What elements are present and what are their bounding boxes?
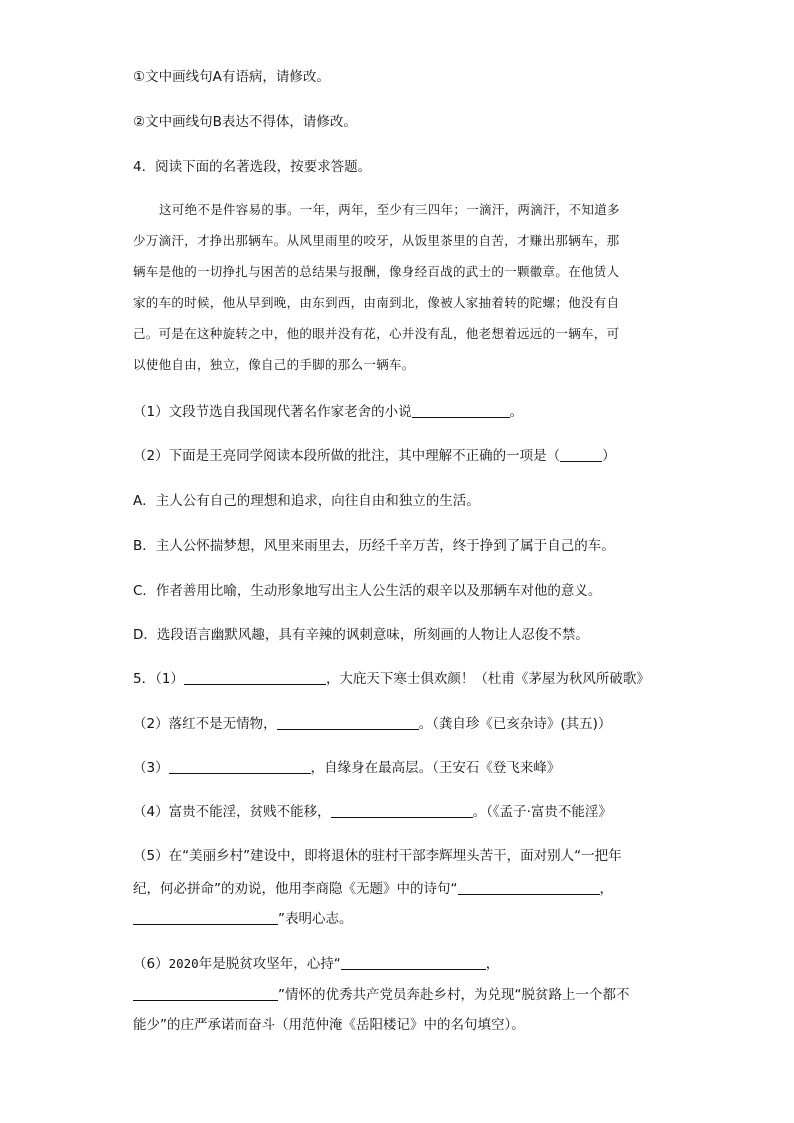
- passage-line: 家的车的时候，他从早到晚，由东到西，由南到北，像被人家抽着转的陀螺；他没有自: [133, 295, 620, 310]
- passage-line: 这可绝不是件容易的事。一年，两年，至少有三四年；一滴汗，两滴汗，不知道多: [159, 202, 620, 217]
- passage-line: 少万滴汗，才挣出那辆车。从风里雨里的咬牙，从饭里茶里的自苦，才赚出那辆车，那: [133, 233, 620, 248]
- answer-blank[interactable]: [133, 910, 278, 925]
- q4-sub2: （2）下面是王亮同学阅读本段所做的批注，其中理解不正确的一项是（ ）: [133, 448, 616, 464]
- option-c: C．作者善用比喻，生动形象地写出主人公生活的艰辛以及那辆车对他的意义。: [133, 583, 602, 599]
- answer-blank[interactable]: [277, 715, 419, 730]
- q5-item-1: 5．（1） ，大庇天下寒士俱欢颜！（杜甫《茅屋为秋风所破歌》: [133, 671, 650, 687]
- q4-sub1-text: （1）文段节选自我国现代著名作家老舍的小说: [133, 404, 412, 420]
- answer-blank[interactable]: [458, 880, 600, 895]
- q5-item-5-line2: 纪，何必拼命”的劝说，他用李商隐《无题》中的诗句“ ，: [133, 881, 613, 897]
- passage-line: 以使他自由，独立，像自己的手脚的那么一辆车。: [133, 357, 415, 372]
- passage-line: 辆车是他的一切挣扎与困苦的总结果与报酬，像身经百战的武士的一颗徽章。在他赁人: [133, 264, 620, 279]
- answer-blank[interactable]: [184, 670, 326, 685]
- answer-blank[interactable]: [133, 986, 278, 1001]
- q5-item-2: （2）落红不是无情物， 。（龚自珍《已亥杂诗》(其五)）: [133, 716, 612, 732]
- q5-item-5-line3: ”表明心志。: [133, 910, 353, 928]
- answer-blank[interactable]: [169, 759, 311, 774]
- option-b: B．主人公怀揣梦想，风里来雨里去，历经千辛万苦，终于挣到了属于自己的车。: [133, 538, 615, 554]
- q3-item-1: ①文中画线句A有语病，请修改。: [133, 69, 330, 85]
- q5-item-3: （3） ，自缘身在最高层。（王安石《登飞来峰》: [133, 760, 561, 776]
- q5-item-4: （4）富贵不能淫，贫贱不能移， 。（《孟子·富贵不能淫》: [133, 804, 612, 820]
- option-a: A．主人公有自己的理想和追求，向往自由和独立的生活。: [133, 493, 480, 509]
- answer-blank[interactable]: [341, 955, 486, 970]
- passage-line: 己。可是在这种旋转之中，他的眼并没有花，心并没有乱，他老想着远远的一辆车，可: [133, 326, 620, 341]
- q5-item-6-line2: ”情怀的优秀共产党员奔赴乡村，为兑现“脱贫路上一个都不: [133, 986, 630, 1004]
- option-d: D．选段语言幽默风趣，具有辛辣的讽刺意味，所刻画的人物让人忍俊不禁。: [133, 627, 589, 643]
- answer-blank[interactable]: [560, 447, 602, 462]
- q5-item-6-line3: 能少”的庄严承诺而奋斗（用范仲淹《岳阳楼记》中的名句填空）。: [133, 1017, 525, 1033]
- q5-item-5-line1: （5）在“美丽乡村”建设中，即将退休的驻村干部李辉埋头苦干，面对别人“一把年: [133, 848, 622, 864]
- answer-blank[interactable]: [412, 403, 510, 418]
- q4-sub2-text: （2）下面是王亮同学阅读本段所做的批注，其中理解不正确的一项是（: [133, 448, 561, 464]
- q4-heading: 4．阅读下面的名著选段，按要求答题。: [133, 159, 372, 175]
- q5-item-6-line1: （6）2020年是脱贫攻坚年，心持“ ，: [133, 956, 500, 972]
- answer-blank[interactable]: [331, 803, 473, 818]
- q4-sub1: （1）文段节选自我国现代著名作家老舍的小说 。: [133, 404, 524, 420]
- q3-item-2: ②文中画线句B表达不得体，请修改。: [133, 114, 357, 130]
